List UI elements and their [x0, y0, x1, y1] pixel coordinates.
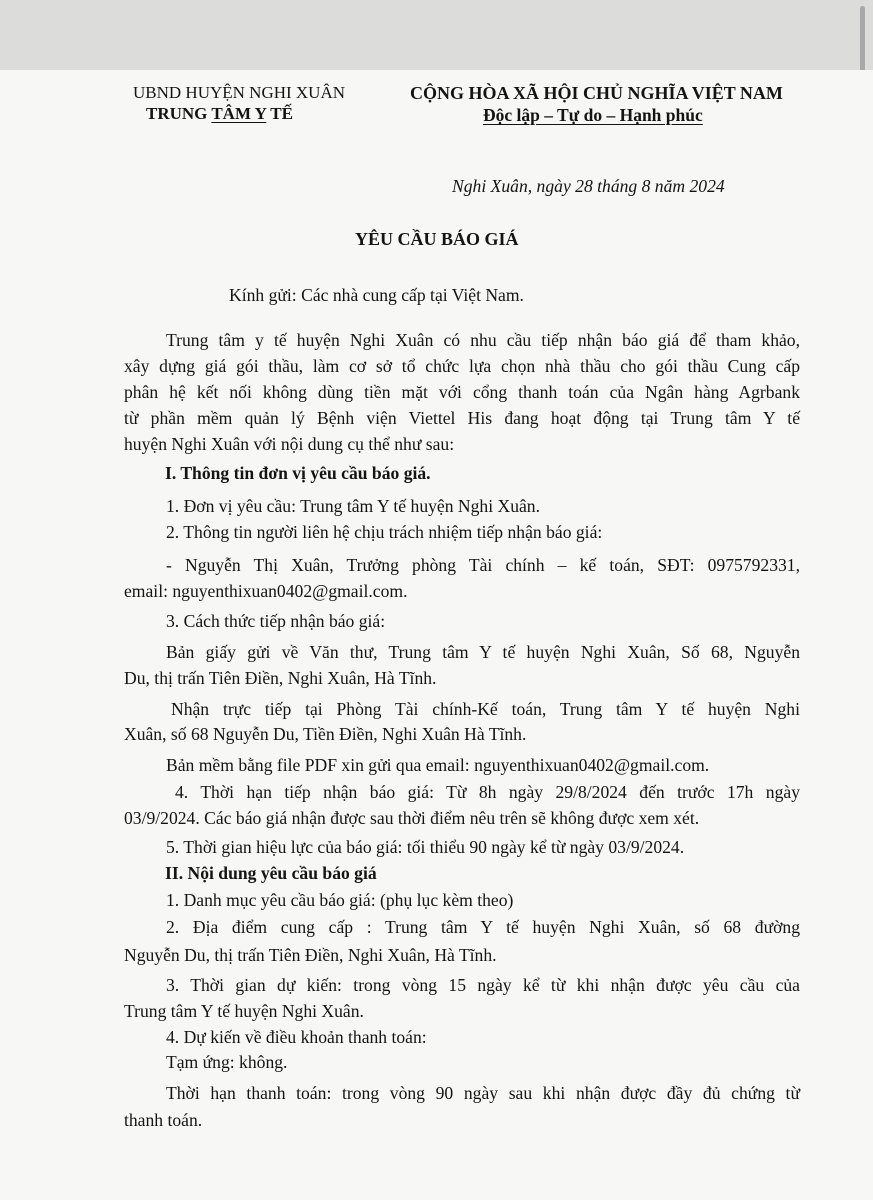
soft-copy-submission: Bản mềm bằng file PDF xin gửi qua email: nguyenthixuan0402@gmail.com. [166, 755, 710, 775]
intro-line-1: Trung tâm y tế huyện Nghi Xuân có nhu cầu tiếp nhận báo giá để tham khảo, [166, 330, 800, 350]
section-1-item-5: 5. Thời gian hiệu lực của báo giá: tối thiểu 90 ngày kể từ ngày 03/9/2024. [166, 837, 685, 857]
section-2-item-3-line-2: Trung tâm Y tế huyện Nghi Xuân. [124, 1001, 364, 1021]
date-line: Nghi Xuân, ngày 28 tháng 8 năm 2024 [452, 176, 725, 196]
intro-line-2: xây dựng giá gói thầu, làm cơ sở tổ chức lựa chọn nhà thầu cho gói thầu Cung cấp [124, 356, 800, 376]
page-top-margin [0, 0, 873, 70]
intro-line-5: huyện Nghi Xuân với nội dung cụ thể như sau: [124, 434, 455, 454]
section-2-item-4: 4. Dự kiến về điều khoản thanh toán: [166, 1027, 427, 1047]
section-1-item-2: 2. Thông tin người liên hệ chịu trách nhiệm tiếp nhận báo giá: [166, 522, 603, 542]
paper-submission-line-1: Bản giấy gửi về Văn thư, Trung tâm Y tế huyện Nghi Xuân, Số 68, Nguyễn [166, 642, 800, 662]
payment-term-line-1: Thời hạn thanh toán: trong vòng 90 ngày sau khi nhận được đầy đủ chứng từ [166, 1083, 800, 1103]
intro-line-4: từ phần mềm quản lý Bệnh viện Viettel His đang hoạt động tại Trung tâm Y tế [124, 408, 800, 428]
document-page [0, 70, 873, 1200]
issuer-org-part2: TẾ [266, 104, 293, 123]
contact-line-2: email: nguyenthixuan0402@gmail.com. [124, 581, 408, 601]
national-title: CỘNG HÒA XÃ HỘI CHỦ NGHĨA VIỆT NAM [410, 83, 783, 103]
section-1-item-4-line-2: 03/9/2024. Các báo giá nhận được sau thời điểm nêu trên sẽ không được xem xét. [124, 808, 700, 828]
section-1-heading: I. Thông tin đơn vị yêu cầu báo giá. [165, 463, 431, 483]
section-1-item-4-line-1: 4. Thời hạn tiếp nhận báo giá: Từ 8h ngày 29/8/2024 đến trước 17h ngày [175, 782, 800, 802]
direct-submission-line-1: Nhận trực tiếp tại Phòng Tài chính-Kế toán, Trung tâm Y tế huyện Nghi [171, 699, 800, 719]
section-2-item-2-line-1: 2. Địa điểm cung cấp : Trung tâm Y tế huyện Nghi Xuân, số 68 đường [166, 917, 800, 937]
paper-submission-line-2: Du, thị trấn Tiên Điền, Nghi Xuân, Hà Tĩnh. [124, 668, 437, 688]
advance-payment: Tạm ứng: không. [166, 1052, 288, 1072]
section-2-item-3-line-1: 3. Thời gian dự kiến: trong vòng 15 ngày kể từ khi nhận được yêu cầu của [166, 975, 800, 995]
section-2-item-2-line-2: Nguyễn Du, thị trấn Tiên Điền, Nghi Xuân, Hà Tĩnh. [124, 945, 497, 965]
issuer-org-part1: TRUNG [146, 104, 212, 123]
contact-line-1: - Nguyễn Thị Xuân, Trưởng phòng Tài chính – kế toán, SĐT: 0975792331, [166, 555, 800, 575]
section-2-heading: II. Nội dung yêu cầu báo giá [165, 863, 377, 883]
direct-submission-line-2: Xuân, số 68 Nguyễn Du, Tiền Điền, Nghi Xuân Hà Tĩnh. [124, 724, 527, 744]
issuer-organization [146, 103, 293, 125]
section-2-item-1: 1. Danh mục yêu cầu báo giá: (phụ lục kèm theo) [166, 890, 514, 910]
intro-line-3: phân hệ kết nối không dùng tiền mặt với cổng thanh toán của Ngân hàng Agrbank [124, 382, 800, 402]
payment-term-line-2: thanh toán. [124, 1110, 203, 1130]
section-1-item-1: 1. Đơn vị yêu cầu: Trung tâm Y tế huyện Nghi Xuân. [166, 496, 541, 516]
issuer-authority: UBND HUYỆN NGHI XUÂN [133, 83, 346, 102]
issuer-org-underlined: TÂM Y [211, 104, 267, 123]
salutation: Kính gửi: Các nhà cung cấp tại Việt Nam. [229, 285, 524, 305]
national-motto: Độc lập – Tự do – Hạnh phúc [483, 105, 703, 125]
section-1-item-3: 3. Cách thức tiếp nhận báo giá: [166, 611, 386, 631]
page-title: YÊU CẦU BÁO GIÁ [355, 229, 519, 249]
